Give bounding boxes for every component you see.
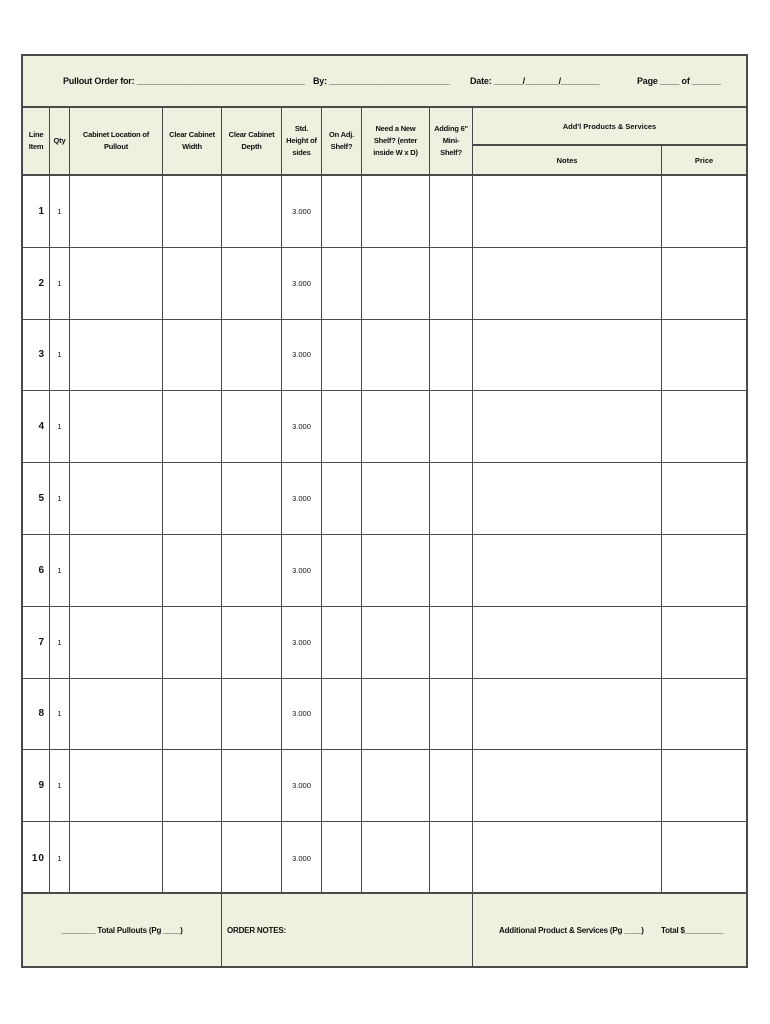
order-notes-field[interactable]: ORDER NOTES: [222,894,473,966]
on-adj-shelf-cell[interactable] [322,822,362,894]
line-number: 7 [23,607,50,678]
clear-width-cell[interactable] [163,750,222,821]
notes-cell[interactable] [473,607,662,678]
new-shelf-cell[interactable] [362,679,430,750]
price-cell[interactable] [662,463,746,534]
mini-shelf-cell[interactable] [430,607,473,678]
clear-width-cell[interactable] [163,679,222,750]
new-shelf-cell[interactable] [362,607,430,678]
header-clear-depth: Clear Cabinet Depth [222,108,282,174]
price-cell[interactable] [662,750,746,821]
on-adj-shelf-cell[interactable] [322,750,362,821]
table-row [23,176,746,248]
qty-cell[interactable]: 1 [50,391,70,462]
table-row [23,463,746,535]
mini-shelf-cell[interactable] [430,535,473,606]
price-cell[interactable] [662,248,746,319]
line-number: 9 [23,750,50,821]
on-adj-shelf-cell[interactable] [322,463,362,534]
clear-depth-cell[interactable] [222,176,282,247]
clear-depth-cell[interactable] [222,463,282,534]
qty-cell[interactable]: 1 [50,679,70,750]
new-shelf-cell[interactable] [362,320,430,391]
table-row [23,822,746,894]
cabinet-location-cell[interactable] [70,535,163,606]
line-items [23,176,746,894]
notes-cell[interactable] [473,822,662,894]
notes-cell[interactable] [473,248,662,319]
header-price: Price [694,155,714,165]
std-height-cell[interactable]: 3.000 [282,248,322,319]
on-adj-shelf-cell[interactable] [322,535,362,606]
new-shelf-cell[interactable] [362,248,430,319]
clear-width-cell[interactable] [163,463,222,534]
clear-width-cell[interactable] [163,535,222,606]
header-on-adj-shelf: On Adj. Shelf? [322,108,362,174]
header-notes: Notes [473,146,662,174]
cabinet-location-cell[interactable] [70,822,163,894]
header-addl-products: Add'l Products & Services [473,108,746,146]
std-height-cell[interactable]: 3.000 [282,607,322,678]
price-cell[interactable] [662,320,746,391]
clear-depth-cell[interactable] [222,391,282,462]
clear-depth-cell[interactable] [222,822,282,894]
std-height-cell[interactable]: 3.000 [282,463,322,534]
clear-depth-cell[interactable] [222,320,282,391]
new-shelf-cell[interactable] [362,391,430,462]
price-cell[interactable] [662,176,746,247]
form-footer [23,892,746,966]
table-row [23,320,746,392]
qty-cell[interactable]: 1 [50,607,70,678]
new-shelf-cell[interactable] [362,750,430,821]
header-line-item: Line Item [23,108,50,174]
cabinet-location-cell[interactable] [70,391,163,462]
line-number: 1 [23,176,50,247]
title-bar [23,56,746,108]
notes-cell[interactable] [473,750,662,821]
notes-cell[interactable] [473,535,662,606]
notes-cell[interactable] [473,463,662,534]
price-cell[interactable] [662,679,746,750]
additional-products-field[interactable]: Additional Product & Services (Pg ____) [499,925,644,935]
column-headers [23,108,746,176]
on-adj-shelf-cell[interactable] [322,607,362,678]
std-height-cell[interactable]: 3.000 [282,750,322,821]
clear-width-cell[interactable] [163,607,222,678]
new-shelf-cell[interactable] [362,463,430,534]
new-shelf-cell[interactable] [362,176,430,247]
header-cabinet-location: Cabinet Location of Pullout [70,108,163,174]
std-height-cell[interactable]: 3.000 [282,176,322,247]
mini-shelf-cell[interactable] [430,248,473,319]
on-adj-shelf-cell[interactable] [322,679,362,750]
qty-cell[interactable]: 1 [50,320,70,391]
qty-cell[interactable]: 1 [50,463,70,534]
header-mini-shelf: Adding 6" Mini-Shelf? [430,108,473,174]
total-pullouts-field[interactable]: ________ Total Pullouts (Pg ____) [23,894,222,966]
line-number: 10 [23,822,50,894]
mini-shelf-cell[interactable] [430,822,473,894]
clear-width-cell[interactable] [163,176,222,247]
line-number: 6 [23,535,50,606]
std-height-cell[interactable]: 3.000 [282,320,322,391]
clear-depth-cell[interactable] [222,679,282,750]
std-height-cell[interactable]: 3.000 [282,822,322,894]
new-shelf-cell[interactable] [362,822,430,894]
line-number: 2 [23,248,50,319]
clear-width-cell[interactable] [163,822,222,894]
total-field[interactable]: Total $_________ [661,925,724,935]
notes-cell[interactable] [473,320,662,391]
page-field[interactable]: Page ____ of ______ [637,76,721,86]
line-number: 8 [23,679,50,750]
notes-cell[interactable] [473,391,662,462]
price-cell[interactable] [662,391,746,462]
mini-shelf-cell[interactable] [430,463,473,534]
order-for-field[interactable]: Pullout Order for: ___________________________________ [63,76,305,86]
mini-shelf-cell[interactable] [430,320,473,391]
pullout-order-form [21,54,748,968]
std-height-cell[interactable]: 3.000 [282,679,322,750]
line-number: 5 [23,463,50,534]
new-shelf-cell[interactable] [362,535,430,606]
std-height-cell[interactable]: 3.000 [282,535,322,606]
table-row [23,679,746,751]
qty-cell[interactable]: 1 [50,176,70,247]
table-row [23,750,746,822]
table-row [23,248,746,320]
price-cell[interactable] [662,607,746,678]
clear-width-cell[interactable] [163,248,222,319]
table-row [23,535,746,607]
mini-shelf-cell[interactable] [430,176,473,247]
price-cell[interactable] [662,535,746,606]
header-qty: Qty [50,108,70,174]
cabinet-location-cell[interactable] [70,320,163,391]
mini-shelf-cell[interactable] [430,391,473,462]
qty-cell[interactable]: 1 [50,248,70,319]
line-number: 4 [23,391,50,462]
mini-shelf-cell[interactable] [430,679,473,750]
mini-shelf-cell[interactable] [430,750,473,821]
line-number: 3 [23,320,50,391]
cabinet-location-cell[interactable] [70,679,163,750]
header-std-height: Std. Height of sides [282,108,322,174]
header-new-shelf: Need a New Shelf? (enter inside W x D) [362,108,430,174]
on-adj-shelf-cell[interactable] [322,176,362,247]
clear-width-cell[interactable] [163,391,222,462]
by-field[interactable]: By: _________________________ [313,76,450,86]
on-adj-shelf-cell[interactable] [322,248,362,319]
cabinet-location-cell[interactable] [70,176,163,247]
clear-depth-cell[interactable] [222,535,282,606]
clear-width-cell[interactable] [163,320,222,391]
table-row [23,391,746,463]
clear-depth-cell[interactable] [222,750,282,821]
std-height-cell[interactable]: 3.000 [282,391,322,462]
clear-depth-cell[interactable] [222,607,282,678]
cabinet-location-cell[interactable] [70,750,163,821]
qty-cell[interactable]: 1 [50,750,70,821]
price-cell[interactable] [662,822,746,894]
qty-cell[interactable]: 1 [50,822,70,894]
notes-cell[interactable] [473,679,662,750]
clear-depth-cell[interactable] [222,248,282,319]
table-row [23,607,746,679]
header-clear-width: Clear Cabinet Width [163,108,222,174]
cabinet-location-cell[interactable] [70,607,163,678]
cabinet-location-cell[interactable] [70,248,163,319]
notes-cell[interactable] [473,176,662,247]
qty-cell[interactable]: 1 [50,535,70,606]
on-adj-shelf-cell[interactable] [322,320,362,391]
cabinet-location-cell[interactable] [70,463,163,534]
date-field[interactable]: Date: ______/_______/________ [470,76,600,86]
on-adj-shelf-cell[interactable] [322,391,362,462]
